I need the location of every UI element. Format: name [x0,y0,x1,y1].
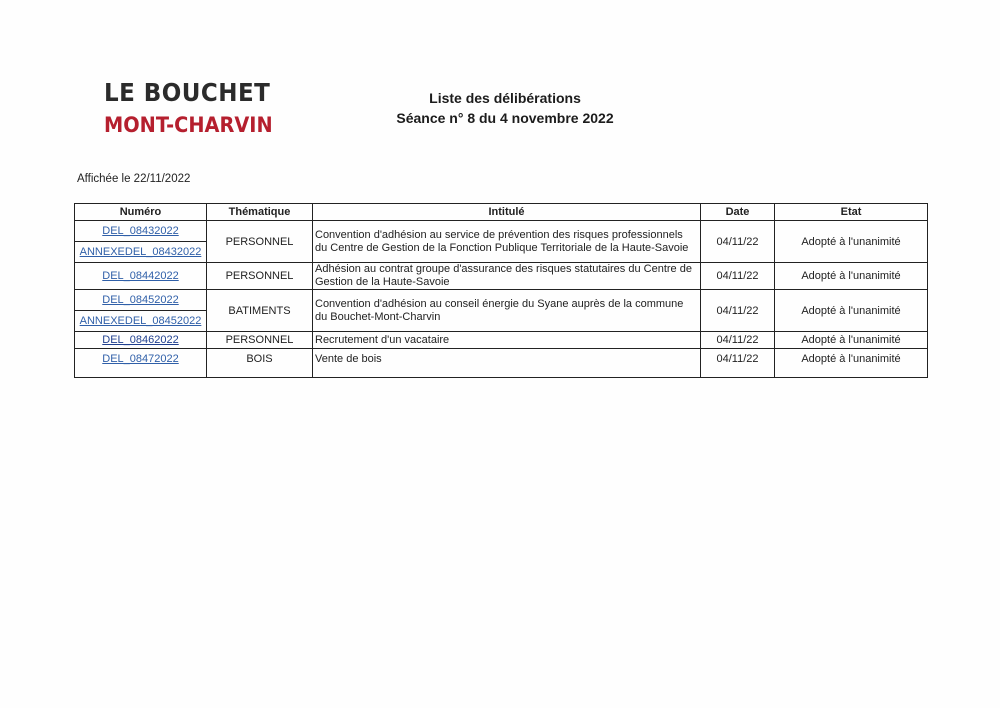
intitule-cell: Vente de bois [313,349,701,378]
deliberation-link[interactable]: DEL_08462022 [102,334,179,346]
intitule-cell: Convention d'adhésion au service de prévention des risques professionnels du Centre de Gestion de la Fonction Publique Territoriale de la Haute-Savoie [313,221,701,263]
column-header-date: Date [701,204,775,221]
column-header-etat: Etat [775,204,928,221]
numero-cell [75,332,207,349]
table-row [75,221,928,242]
document-heading [350,88,660,128]
posted-date: Affichée le 22/11/2022 [77,173,191,185]
date-cell: 04/11/22 [701,290,775,332]
numero-cell [75,242,207,263]
date-cell: 04/11/22 [701,263,775,290]
table-row [75,290,928,311]
column-header-numero: Numéro [75,204,207,221]
numero-cell [75,221,207,242]
date-cell: 04/11/22 [701,349,775,378]
logo-line-2: MONT-CHARVIN [104,113,273,137]
thematique-cell: BATIMENTS [207,290,313,332]
table-row [75,349,928,378]
table-header-row [75,204,928,221]
deliberation-link[interactable]: DEL_08452022 [102,294,179,306]
table-row [75,263,928,290]
logo-line-1: LE BOUCHET [104,78,271,107]
thematique-cell: PERSONNEL [207,263,313,290]
etat-cell: Adopté à l'unanimité [775,332,928,349]
column-header-intitule: Intitulé [313,204,701,221]
session-subtitle: Séance n° 8 du 4 novembre 2022 [396,110,614,126]
municipality-logo [104,80,287,136]
date-cell: 04/11/22 [701,332,775,349]
intitule-cell: Convention d'adhésion au conseil énergie du Syane auprès de la commune du Bouchet-Mont-Charvin [313,290,701,332]
numero-cell [75,349,207,378]
numero-cell [75,263,207,290]
intitule-cell: Recrutement d'un vacataire [313,332,701,349]
deliberation-link[interactable]: DEL_08472022 [102,353,179,365]
thematique-cell: BOIS [207,349,313,378]
etat-cell: Adopté à l'unanimité [775,221,928,263]
thematique-cell: PERSONNEL [207,332,313,349]
document-title: Liste des délibérations [429,90,581,106]
date-cell: 04/11/22 [701,221,775,263]
table-row [75,332,928,349]
etat-cell: Adopté à l'unanimité [775,290,928,332]
etat-cell: Adopté à l'unanimité [775,263,928,290]
thematique-cell: PERSONNEL [207,221,313,263]
annex-link[interactable]: ANNEXEDEL_08432022 [79,246,202,258]
etat-cell: Adopté à l'unanimité [775,349,928,378]
column-header-thematique: Thématique [207,204,313,221]
intitule-cell: Adhésion au contrat groupe d'assurance des risques statutaires du Centre de Gestion de la Haute-Savoie [313,263,701,290]
deliberations-table [74,203,928,378]
deliberation-link[interactable]: DEL_08442022 [102,270,179,282]
deliberation-link[interactable]: DEL_08432022 [102,225,179,237]
numero-cell [75,311,207,332]
numero-cell [75,290,207,311]
annex-link[interactable]: ANNEXEDEL_08452022 [79,315,202,327]
